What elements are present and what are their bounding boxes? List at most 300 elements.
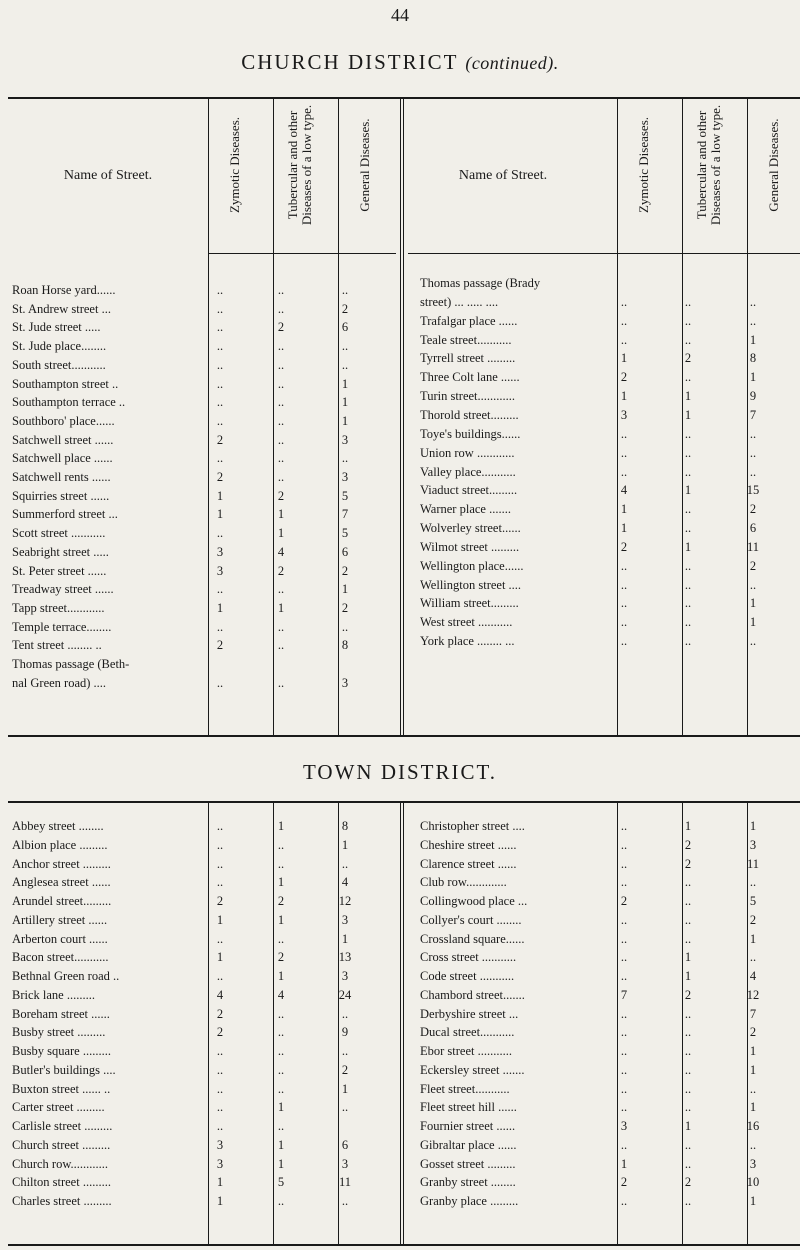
- tubercular-value: ..: [684, 1100, 692, 1115]
- street-name: Union row ............: [420, 445, 515, 460]
- zymotic-value: 3: [216, 544, 224, 559]
- general-value: 6: [341, 544, 349, 559]
- street-name: Bethnal Green road ..: [12, 969, 120, 983]
- zymotic-value: ..: [216, 339, 224, 354]
- tubercular-value: ..: [277, 395, 285, 410]
- tubercular-value: ..: [684, 521, 692, 536]
- tubercular-value: ..: [277, 376, 285, 391]
- general-value: ..: [749, 294, 757, 309]
- street-name: Busby square .........: [12, 1044, 111, 1058]
- general-value: 2: [341, 600, 349, 615]
- general-value: 9: [749, 389, 757, 404]
- general-value: 9: [341, 1025, 349, 1040]
- zymotic-value: ..: [620, 313, 628, 328]
- general-value: 11: [746, 856, 760, 871]
- column-divider: [273, 99, 274, 735]
- general-value: 3: [749, 1156, 757, 1171]
- zymotic-value: 3: [216, 1137, 224, 1152]
- tubercular-value: ..: [684, 931, 692, 946]
- street-name: Cross street ...........: [420, 950, 517, 965]
- general-value: 1: [749, 819, 757, 833]
- street-name: Tent street ........ ..: [12, 638, 102, 653]
- street-name: Albion place .........: [12, 837, 108, 852]
- general-value: 11: [746, 539, 760, 554]
- tubercular-value: 1: [277, 1156, 285, 1171]
- street-name: Church street .........: [12, 1137, 111, 1152]
- street-name: Treadway street ......: [12, 582, 114, 597]
- general-value: 5: [749, 894, 757, 908]
- tubercular-value: ..: [277, 1081, 285, 1096]
- zymotic-value: 3: [620, 1119, 628, 1133]
- zymotic-value: ..: [620, 1081, 628, 1096]
- street-name: Warner place .......: [420, 502, 511, 517]
- tubercular-value: ..: [277, 1062, 285, 1077]
- column-divider: [617, 99, 618, 735]
- zymotic-value: 2: [216, 470, 224, 484]
- general-value: 3: [341, 969, 349, 983]
- zymotic-value: 2: [216, 1025, 224, 1040]
- street-name: Southampton street ..: [12, 376, 119, 391]
- tubercular-value: 1: [277, 526, 285, 541]
- column-divider: [747, 99, 748, 735]
- church-header-underline-left: [208, 253, 396, 254]
- street-name: Teale street...........: [420, 332, 512, 347]
- header-name-left: Name of Street.: [63, 168, 153, 183]
- street-name: Three Colt lane ......: [420, 370, 520, 385]
- church-subtitle: (continued).: [465, 53, 559, 73]
- general-value: ..: [341, 1044, 349, 1058]
- tubercular-value: ..: [684, 502, 692, 517]
- street-name: Collingwood place ...: [420, 894, 528, 908]
- tubercular-value: 1: [277, 875, 285, 890]
- zymotic-value: ..: [216, 582, 224, 597]
- general-value: ..: [341, 1100, 349, 1115]
- column-divider: [338, 803, 339, 1244]
- tubercular-value: 1: [277, 507, 285, 522]
- center-divider: [400, 99, 404, 735]
- tubercular-value: 1: [684, 389, 692, 404]
- general-value: 1: [749, 370, 757, 385]
- street-name: Gibraltar place ......: [420, 1137, 517, 1152]
- zymotic-value: 1: [620, 502, 628, 517]
- zymotic-value: ..: [216, 413, 224, 428]
- zymotic-value: 1: [216, 507, 224, 522]
- tubercular-value: ..: [277, 1194, 285, 1208]
- general-value: 1: [341, 395, 349, 410]
- center-divider: [400, 803, 404, 1244]
- column-divider: [208, 99, 209, 735]
- general-value: 3: [341, 1156, 349, 1171]
- street-name: Scott street ...........: [12, 526, 106, 541]
- street-name: Viaduct street.........: [420, 483, 518, 498]
- header-zymotic-left: Zymotic Diseases.: [227, 116, 242, 214]
- general-value: 8: [341, 819, 349, 833]
- page-number: 44: [391, 5, 409, 25]
- general-value: 5: [341, 488, 349, 503]
- tubercular-value: ..: [277, 582, 285, 597]
- general-value: 24: [338, 987, 352, 1002]
- tubercular-value: ..: [684, 1081, 692, 1096]
- general-value: 13: [338, 950, 352, 965]
- street-name: Turin street............: [420, 389, 516, 404]
- tubercular-value: ..: [684, 313, 692, 328]
- street-name: Clarence street ......: [420, 856, 517, 871]
- zymotic-value: ..: [216, 283, 224, 297]
- tubercular-value: ..: [277, 432, 285, 447]
- street-name: nal Green road) ....: [12, 675, 107, 690]
- general-value: ..: [749, 1081, 757, 1096]
- general-value: 1: [341, 582, 349, 597]
- tubercular-value: 2: [277, 950, 285, 965]
- zymotic-value: 1: [620, 389, 628, 404]
- zymotic-value: ..: [620, 856, 628, 871]
- street-name: Tapp street............: [12, 600, 105, 615]
- tubercular-value: 1: [277, 912, 285, 927]
- tubercular-value: ..: [277, 451, 285, 466]
- zymotic-value: ..: [620, 445, 628, 460]
- street-name: Satchwell place ......: [12, 451, 113, 466]
- street-name: Buxton street ...... ..: [12, 1081, 111, 1096]
- general-value: 7: [749, 1006, 757, 1021]
- general-value: 10: [746, 1175, 760, 1190]
- street-name: Artillery street ......: [12, 912, 108, 927]
- general-value: ..: [341, 451, 349, 466]
- zymotic-value: ..: [216, 395, 224, 410]
- general-value: 11: [338, 1175, 352, 1190]
- zymotic-value: ..: [620, 1194, 628, 1208]
- tubercular-value: 4: [277, 544, 285, 559]
- general-value: ..: [341, 1194, 349, 1208]
- street-name: St. Andrew street ...: [12, 301, 111, 316]
- street-name: Butler's buildings ....: [12, 1062, 116, 1077]
- general-value: 2: [749, 502, 757, 517]
- tubercular-value: ..: [277, 1006, 285, 1021]
- street-name: St. Jude street .....: [12, 320, 101, 335]
- general-value: 7: [749, 407, 757, 422]
- tubercular-value: ..: [684, 464, 692, 479]
- tubercular-value: 1: [277, 1100, 285, 1115]
- general-value: 16: [746, 1119, 760, 1133]
- zymotic-value: 7: [620, 987, 628, 1002]
- general-value: 2: [341, 1062, 349, 1077]
- tubercular-value: 2: [684, 1175, 692, 1190]
- zymotic-value: 4: [216, 987, 224, 1002]
- street-name: Brick lane .........: [12, 987, 95, 1002]
- zymotic-value: ..: [216, 1119, 224, 1133]
- tubercular-value: ..: [684, 294, 692, 309]
- general-value: 2: [341, 301, 349, 316]
- tubercular-value: ..: [684, 912, 692, 927]
- street-name: Trafalgar place ......: [420, 313, 518, 328]
- zymotic-value: ..: [216, 837, 224, 852]
- tubercular-value: ..: [684, 1044, 692, 1058]
- tubercular-value: 2: [277, 320, 285, 335]
- tubercular-value: ..: [277, 619, 285, 634]
- tubercular-value: 1: [277, 600, 285, 615]
- zymotic-value: ..: [620, 1100, 628, 1115]
- zymotic-value: ..: [620, 558, 628, 573]
- street-name: Seabright street .....: [12, 544, 109, 559]
- tubercular-value: 2: [684, 987, 692, 1002]
- tubercular-value: ..: [684, 332, 692, 347]
- tubercular-value: 1: [277, 969, 285, 983]
- tubercular-value: ..: [684, 558, 692, 573]
- street-name: Fleet street...........: [420, 1081, 510, 1096]
- tubercular-value: ..: [684, 875, 692, 890]
- general-value: 12: [338, 894, 352, 908]
- zymotic-value: ..: [620, 1044, 628, 1058]
- general-value: 8: [749, 351, 757, 366]
- general-value: ..: [749, 1137, 757, 1152]
- tubercular-value: 1: [277, 1137, 285, 1152]
- tubercular-value: 4: [277, 987, 285, 1002]
- zymotic-value: ..: [620, 819, 628, 833]
- zymotic-value: ..: [216, 1100, 224, 1115]
- tubercular-value: 1: [684, 483, 692, 498]
- street-name: Squirries street ......: [12, 488, 110, 503]
- street-name: Chilton street .........: [12, 1175, 111, 1190]
- zymotic-value: 2: [216, 638, 224, 653]
- church-title-text: CHURCH DISTRICT: [241, 50, 459, 74]
- tubercular-value: ..: [277, 1044, 285, 1058]
- column-divider: [682, 99, 683, 735]
- zymotic-value: ..: [216, 856, 224, 871]
- column-divider: [338, 99, 339, 735]
- general-value: 2: [749, 912, 757, 927]
- zymotic-value: ..: [620, 837, 628, 852]
- tubercular-value: ..: [684, 634, 692, 649]
- street-name: Wilmot street .........: [420, 539, 520, 554]
- general-value: 1: [341, 837, 349, 852]
- street-name: Bacon street...........: [12, 950, 109, 965]
- street-name: Satchwell rents ......: [12, 470, 111, 484]
- tubercular-value: ..: [277, 301, 285, 316]
- tubercular-value: 1: [684, 1119, 692, 1133]
- tubercular-value: ..: [277, 470, 285, 484]
- tubercular-value: ..: [277, 357, 285, 372]
- general-value: ..: [341, 619, 349, 634]
- general-value: 3: [341, 912, 349, 927]
- street-name: Christopher street ....: [420, 819, 525, 833]
- general-value: 1: [749, 1062, 757, 1077]
- street-name: Church row............: [12, 1156, 109, 1171]
- header-general-left: General Diseases.: [357, 118, 372, 212]
- street-name: Cheshire street ......: [420, 837, 517, 852]
- zymotic-value: 1: [216, 950, 224, 965]
- street-name: Temple terrace........: [12, 619, 112, 634]
- zymotic-value: 3: [216, 1156, 224, 1171]
- street-name: Crossland square......: [420, 931, 525, 946]
- general-value: ..: [749, 950, 757, 965]
- general-value: 1: [749, 615, 757, 630]
- street-name: Anglesea street ......: [12, 875, 111, 890]
- street-name: Summerford street ...: [12, 507, 118, 522]
- tubercular-value: ..: [277, 1119, 285, 1133]
- street-name: Derbyshire street ...: [420, 1006, 519, 1021]
- zymotic-value: ..: [216, 931, 224, 946]
- street-name: South street...........: [12, 357, 106, 372]
- zymotic-value: ..: [216, 619, 224, 634]
- zymotic-value: 1: [216, 1175, 224, 1190]
- general-value: ..: [749, 426, 757, 441]
- general-value: 1: [341, 931, 349, 946]
- zymotic-value: ..: [216, 875, 224, 890]
- general-value: ..: [749, 313, 757, 328]
- tubercular-value: 2: [684, 351, 692, 366]
- general-value: 3: [341, 432, 349, 447]
- column-divider: [273, 803, 274, 1244]
- tubercular-value: 1: [277, 819, 285, 833]
- header-tubercular-left: Tubercular and other Diseases of a low type.: [285, 104, 314, 226]
- general-value: 8: [341, 638, 349, 653]
- zymotic-value: ..: [620, 1137, 628, 1152]
- street-name: York place ........ ...: [420, 634, 515, 649]
- zymotic-value: ..: [620, 464, 628, 479]
- street-name: Tyrrell street .........: [420, 351, 516, 366]
- street-name: Abbey street ........: [12, 819, 104, 833]
- general-value: 1: [749, 596, 757, 611]
- street-name: Arundel street.........: [12, 894, 112, 908]
- tubercular-value: ..: [277, 856, 285, 871]
- zymotic-value: ..: [216, 969, 224, 983]
- general-value: 12: [746, 987, 760, 1002]
- general-value: 2: [749, 1025, 757, 1040]
- tubercular-value: 1: [684, 407, 692, 422]
- zymotic-value: ..: [620, 875, 628, 890]
- zymotic-value: 1: [620, 351, 628, 366]
- general-value: ..: [749, 634, 757, 649]
- column-divider: [617, 803, 618, 1244]
- general-value: 5: [341, 526, 349, 541]
- zymotic-value: ..: [620, 1006, 628, 1021]
- tubercular-value: 2: [684, 837, 692, 852]
- header-tubercular-right: Tubercular and other Diseases of a low type.: [694, 104, 723, 226]
- tubercular-value: ..: [277, 931, 285, 946]
- general-value: 6: [749, 521, 757, 536]
- tubercular-value: 2: [684, 856, 692, 871]
- general-value: 1: [749, 1194, 757, 1208]
- zymotic-value: ..: [620, 969, 628, 983]
- street-name: Ebor street ...........: [420, 1044, 512, 1058]
- street-name: Wellington street ....: [420, 577, 522, 592]
- church-bottom-rule: [8, 735, 800, 737]
- zymotic-value: ..: [216, 376, 224, 391]
- general-value: ..: [749, 445, 757, 460]
- street-name: West street ...........: [420, 615, 513, 630]
- tubercular-value: ..: [684, 1062, 692, 1077]
- tubercular-value: ..: [277, 638, 285, 653]
- zymotic-value: 2: [620, 894, 628, 908]
- general-value: 6: [341, 320, 349, 335]
- zymotic-value: ..: [216, 301, 224, 316]
- street-name: Carlisle street .........: [12, 1119, 113, 1133]
- tubercular-value: ..: [684, 1006, 692, 1021]
- tubercular-value: 1: [684, 969, 692, 983]
- tubercular-value: ..: [684, 615, 692, 630]
- zymotic-value: ..: [620, 931, 628, 946]
- header-zymotic-right: Zymotic Diseases.: [636, 116, 651, 214]
- street-name: Granby street ........: [420, 1175, 516, 1190]
- street-name: Fleet street hill ......: [420, 1100, 517, 1115]
- street-name: Busby street .........: [12, 1025, 106, 1040]
- zymotic-value: 1: [620, 521, 628, 536]
- zymotic-value: 2: [620, 539, 628, 554]
- zymotic-value: ..: [216, 675, 224, 690]
- street-name: Fournier street ......: [420, 1119, 516, 1133]
- general-value: ..: [341, 339, 349, 354]
- general-value: 1: [341, 413, 349, 428]
- street-name: Chambord street.......: [420, 987, 525, 1002]
- street-name: Anchor street .........: [12, 856, 111, 871]
- zymotic-value: ..: [620, 294, 628, 309]
- tubercular-value: 1: [684, 819, 692, 833]
- general-value: 2: [341, 563, 349, 578]
- town-district-title: TOWN DISTRICT.: [302, 760, 498, 784]
- zymotic-value: ..: [620, 426, 628, 441]
- zymotic-value: ..: [216, 1081, 224, 1096]
- zymotic-value: 2: [620, 370, 628, 385]
- street-name: Arberton court ......: [12, 931, 108, 946]
- zymotic-value: 3: [620, 407, 628, 422]
- general-value: 1: [749, 931, 757, 946]
- tubercular-value: ..: [277, 339, 285, 354]
- street-name: Carter street .........: [12, 1100, 105, 1115]
- general-value: ..: [341, 283, 349, 297]
- street-name: Ducal street...........: [420, 1025, 515, 1040]
- general-value: 15: [746, 483, 760, 498]
- zymotic-value: ..: [216, 320, 224, 335]
- general-value: 3: [341, 675, 349, 690]
- street-name: Wellington place......: [420, 558, 524, 573]
- tubercular-value: ..: [277, 283, 285, 297]
- zymotic-value: ..: [620, 332, 628, 347]
- street-name: Club row.............: [420, 875, 507, 890]
- zymotic-value: 2: [216, 432, 224, 447]
- general-value: 7: [341, 507, 349, 522]
- street-name: Roan Horse yard......: [12, 283, 116, 297]
- tubercular-value: ..: [684, 1137, 692, 1152]
- street-name: Satchwell street ......: [12, 432, 114, 447]
- general-value: 1: [749, 1100, 757, 1115]
- general-value: 1: [749, 332, 757, 347]
- tubercular-value: ..: [277, 1025, 285, 1040]
- street-name: Wolverley street......: [420, 521, 521, 536]
- zymotic-value: 1: [216, 488, 224, 503]
- zymotic-value: 1: [216, 600, 224, 615]
- street-name: Eckersley street .......: [420, 1062, 525, 1077]
- street-name: Code street ...........: [420, 969, 515, 983]
- general-value: ..: [341, 1006, 349, 1021]
- general-value: ..: [749, 577, 757, 592]
- zymotic-value: ..: [620, 912, 628, 927]
- general-value: ..: [749, 875, 757, 890]
- street-name: Valley place...........: [420, 464, 516, 479]
- tubercular-value: ..: [277, 413, 285, 428]
- street-name: Toye's buildings......: [420, 426, 521, 441]
- church-district-title: [0, 50, 800, 75]
- street-name: Southampton terrace ..: [12, 395, 126, 410]
- church-header-underline-right: [408, 253, 800, 254]
- column-divider: [747, 803, 748, 1244]
- street-name: street) ... ..... ....: [420, 294, 499, 309]
- tubercular-value: ..: [684, 577, 692, 592]
- zymotic-value: ..: [216, 1062, 224, 1077]
- zymotic-value: 2: [216, 894, 224, 908]
- general-value: 4: [341, 875, 349, 890]
- zymotic-value: ..: [620, 596, 628, 611]
- zymotic-value: ..: [216, 357, 224, 372]
- column-divider: [682, 803, 683, 1244]
